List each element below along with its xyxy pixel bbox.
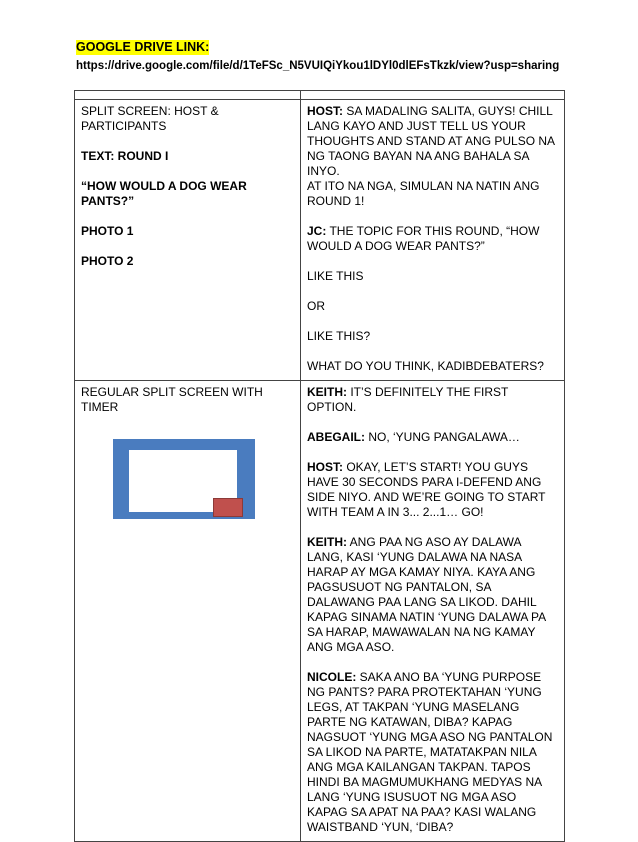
speaker-host: HOST: — [307, 460, 343, 474]
document-header — [76, 38, 559, 74]
nicole-line: SAKA ANO BA ‘YUNG PURPOSE NG PANTS? PARA PROTEKTAHAN ‘YUNG LEGS, AT TAKPAN ‘YUNG MASELANG PARTE NG KATAWAN, DIBA? KAPAG NAGSUOT ‘YUNG MGA ASO NG PANTALON SA LIKOD NA PARTE, MATATAKPAN NILA ANG MGA KAILANGAN TAKPAN. TAPOS HINDI BA MAGMUMUKHANG MEDYAS NA LANG ‘YUNG ISUSUOT NG MGA ASO KAPAG SA APAT NA PAA? KASI WALANG WAISTBAND ‘YUN, ‘DIBA? — [307, 670, 553, 834]
dialogue-like-this: LIKE THIS — [307, 269, 364, 283]
split-screen-timer-graphic — [113, 439, 255, 519]
script-table — [74, 90, 565, 842]
timer-badge — [213, 498, 243, 517]
dialogue-nicole — [307, 670, 559, 835]
speaker-keith: KEITH: — [307, 535, 347, 549]
abegail-line: NO, ‘YUNG PANGALAWA… — [365, 430, 520, 444]
visual-cell — [75, 100, 301, 381]
dialogue-cell — [301, 100, 565, 381]
visual-text-round: TEXT: ROUND I — [81, 149, 169, 163]
dialogue-keith-2 — [307, 535, 559, 655]
dialogue-jc — [307, 224, 559, 254]
dialogue-or: OR — [307, 299, 325, 313]
host-line: OKAY, LET’S START! YOU GUYS HAVE 30 SECONDS PARA I-DEFEND ANG SIDE NIYO. AND WE’RE GOING TO START WITH TEAM A IN 3... 2...1… GO! — [307, 460, 546, 519]
drive-link-label: GOOGLE DRIVE LINK: — [76, 40, 210, 54]
jc-line: THE TOPIC FOR THIS ROUND, “HOW WOULD A DOG WEAR PANTS?” — [307, 224, 540, 253]
dialogue-keith-1 — [307, 385, 559, 415]
script-row-split-timer — [75, 381, 565, 842]
dialogue-cell — [301, 381, 565, 842]
dialogue-like-this-q: LIKE THIS? — [307, 329, 371, 343]
keith-line: IT’S DEFINITELY THE FIRST OPTION. — [307, 385, 509, 414]
speaker-keith: KEITH: — [307, 385, 347, 399]
speaker-abegail: ABEGAIL: — [307, 430, 365, 444]
host-line: SA MADALING SALITA, GUYS! CHILL LANG KAYO AND JUST TELL US YOUR THOUGHTS AND STAND AT ANG PULSO NA NG TAONG BAYAN NA ANG BAHALA SA INYO. — [307, 104, 555, 178]
dialogue-host-1b: AT ITO NA NGA, SIMULAN NA NATIN ANG ROUND 1! — [307, 179, 540, 208]
speaker-jc: JC: — [307, 224, 327, 238]
visual-question: “HOW WOULD A DOG WEAR PANTS?” — [81, 179, 247, 208]
dialogue-abegail — [307, 430, 559, 445]
speaker-nicole: NICOLE: — [307, 670, 357, 684]
dialogue-what-think: WHAT DO YOU THINK, KADIBDEBATERS? — [307, 359, 544, 373]
visual-split-screen: SPLIT SCREEN: HOST & PARTICIPANTS — [81, 104, 219, 133]
visual-cell — [75, 381, 301, 842]
visual-split-timer: REGULAR SPLIT SCREEN WITH TIMER — [81, 385, 263, 414]
speaker-host: HOST: — [307, 104, 343, 118]
keith-line: ANG PAA NG ASO AY DALAWA LANG, KASI ‘YUNG DALAWA NA NASA HARAP AY MGA KAMAY NIYA. KAYA ANG PAGSUSUOT NG PANTALON, SA DALAWANG PAA LANG SA LIKOD. DAHIL KAPAG SINAMA NATIN ‘YUNG DALAWA PA SA HARAP, MAWAWALAN NA NG KAMAY ANG MGA ASO. — [307, 535, 546, 654]
dialogue-host-1 — [307, 104, 559, 179]
dialogue-host-2 — [307, 460, 559, 520]
table-spacer-row — [75, 91, 565, 100]
drive-link-url[interactable]: https://drive.google.com/file/d/1TeFSc_N5VUIQiYkou1lDYl0dlEFsTkzk/view?usp=sharing — [76, 60, 560, 72]
visual-photo-2: PHOTO 2 — [81, 254, 134, 268]
script-row-round-1 — [75, 100, 565, 381]
visual-photo-1: PHOTO 1 — [81, 224, 134, 238]
